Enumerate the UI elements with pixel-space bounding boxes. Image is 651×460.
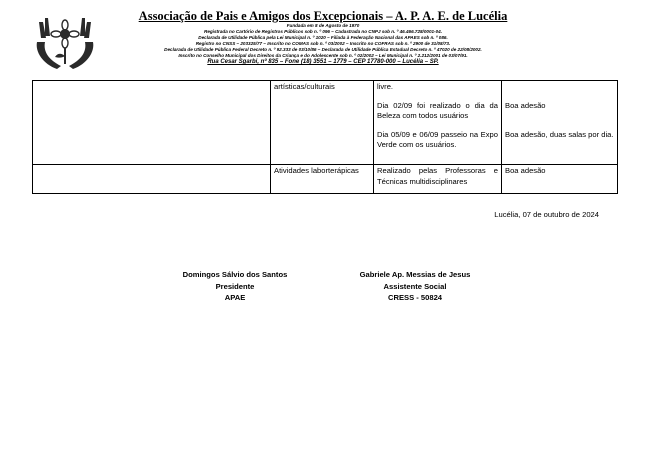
organization-title: Associação de Pais e Amigos dos Excepcionais – A. P. A. E. de Lucélia	[138, 9, 508, 23]
signer-role: Presidente	[215, 281, 255, 291]
registration-line: Fundada em 8 de Agosto de 1970	[286, 23, 360, 28]
signer-registration: CRESS - 50824	[387, 293, 443, 302]
table-row	[33, 165, 618, 194]
table-cell-activity	[271, 165, 374, 194]
result-text: Boa adesão	[505, 166, 546, 175]
activities-table	[32, 80, 618, 194]
document-date: Lucélia, 07 de outubro de 2024	[494, 210, 599, 219]
signature-block-social-worker	[350, 269, 480, 304]
signer-role: Assistente Social	[383, 281, 447, 291]
signer-name: Gabriele Ap. Messias de Jesus	[359, 270, 471, 279]
table-cell-result	[502, 165, 618, 194]
table-cell-empty	[33, 165, 271, 194]
description-text: Dia 05/09 e 06/09 passeio na Expo Verde com os usuários.	[377, 129, 498, 149]
result-text: Boa adesão, duas salas por dia.	[505, 129, 614, 139]
description-text: Realizado pelas Professoras e Técnicas multidisciplinares	[377, 166, 498, 186]
apae-logo-image	[33, 8, 97, 72]
result-text: Boa adesão	[505, 100, 546, 110]
registration-line: Registro no CNSS – 203325/77 – Inscrito no COMAS sob n. º 03/2002 – Inscrito no COFRAS sob n. º 2900 de 31/08/73.	[195, 40, 451, 46]
activity-text: Atividades laborterápicas	[274, 166, 359, 175]
table-cell-description	[374, 81, 502, 165]
signer-name: Domingos Sálvio dos Santos	[182, 270, 288, 279]
activity-text: artísticas/culturais	[274, 82, 335, 91]
registration-line: Registrada no Cartório de Registros Públicos sob n. º 096 – Cadastrada no CNPJ sob n. º 46.466.728/0001-04.	[204, 28, 442, 34]
description-text: Dia 02/09 foi realizado o dia da Beleza com todos usuários	[377, 100, 498, 120]
description-text: livre.	[377, 82, 394, 91]
flower-shape	[51, 20, 79, 64]
registration-line: Declarada de Utilidade Pública Federal Decreto n. º 92.333 de 03/10/86 – Declarada de Utilidade Pública Estadual Decreto n. º 47020 de 22/08/2002.	[164, 46, 482, 52]
signer-organization: APAE	[224, 293, 246, 302]
table-cell-empty	[33, 81, 271, 165]
table-cell-activity	[271, 81, 374, 165]
letterhead	[108, 9, 538, 66]
table-row	[33, 81, 618, 165]
registration-line: Declarada de Utilidade Pública pela Lei Municipal n. º 1020 – Filiada à Federação Nacional das APAES sob n. º 086.	[198, 34, 448, 40]
table-cell-description	[374, 165, 502, 194]
organization-address: Rua Cesar Sgarbi, nº 835 – Fone (18) 3551 – 1779 – CEP 17780-000 – Lucélia – SP.	[207, 59, 439, 66]
table-cell-result	[502, 81, 618, 165]
registration-line: Inscrito no Conselho Municipal dos Direitos da Criança e do Adolescente sob n. º 02/2002 – Lei Municipal n. º 2.212/2001 de 03/07/91.	[178, 52, 468, 58]
signature-block-president	[175, 269, 295, 304]
